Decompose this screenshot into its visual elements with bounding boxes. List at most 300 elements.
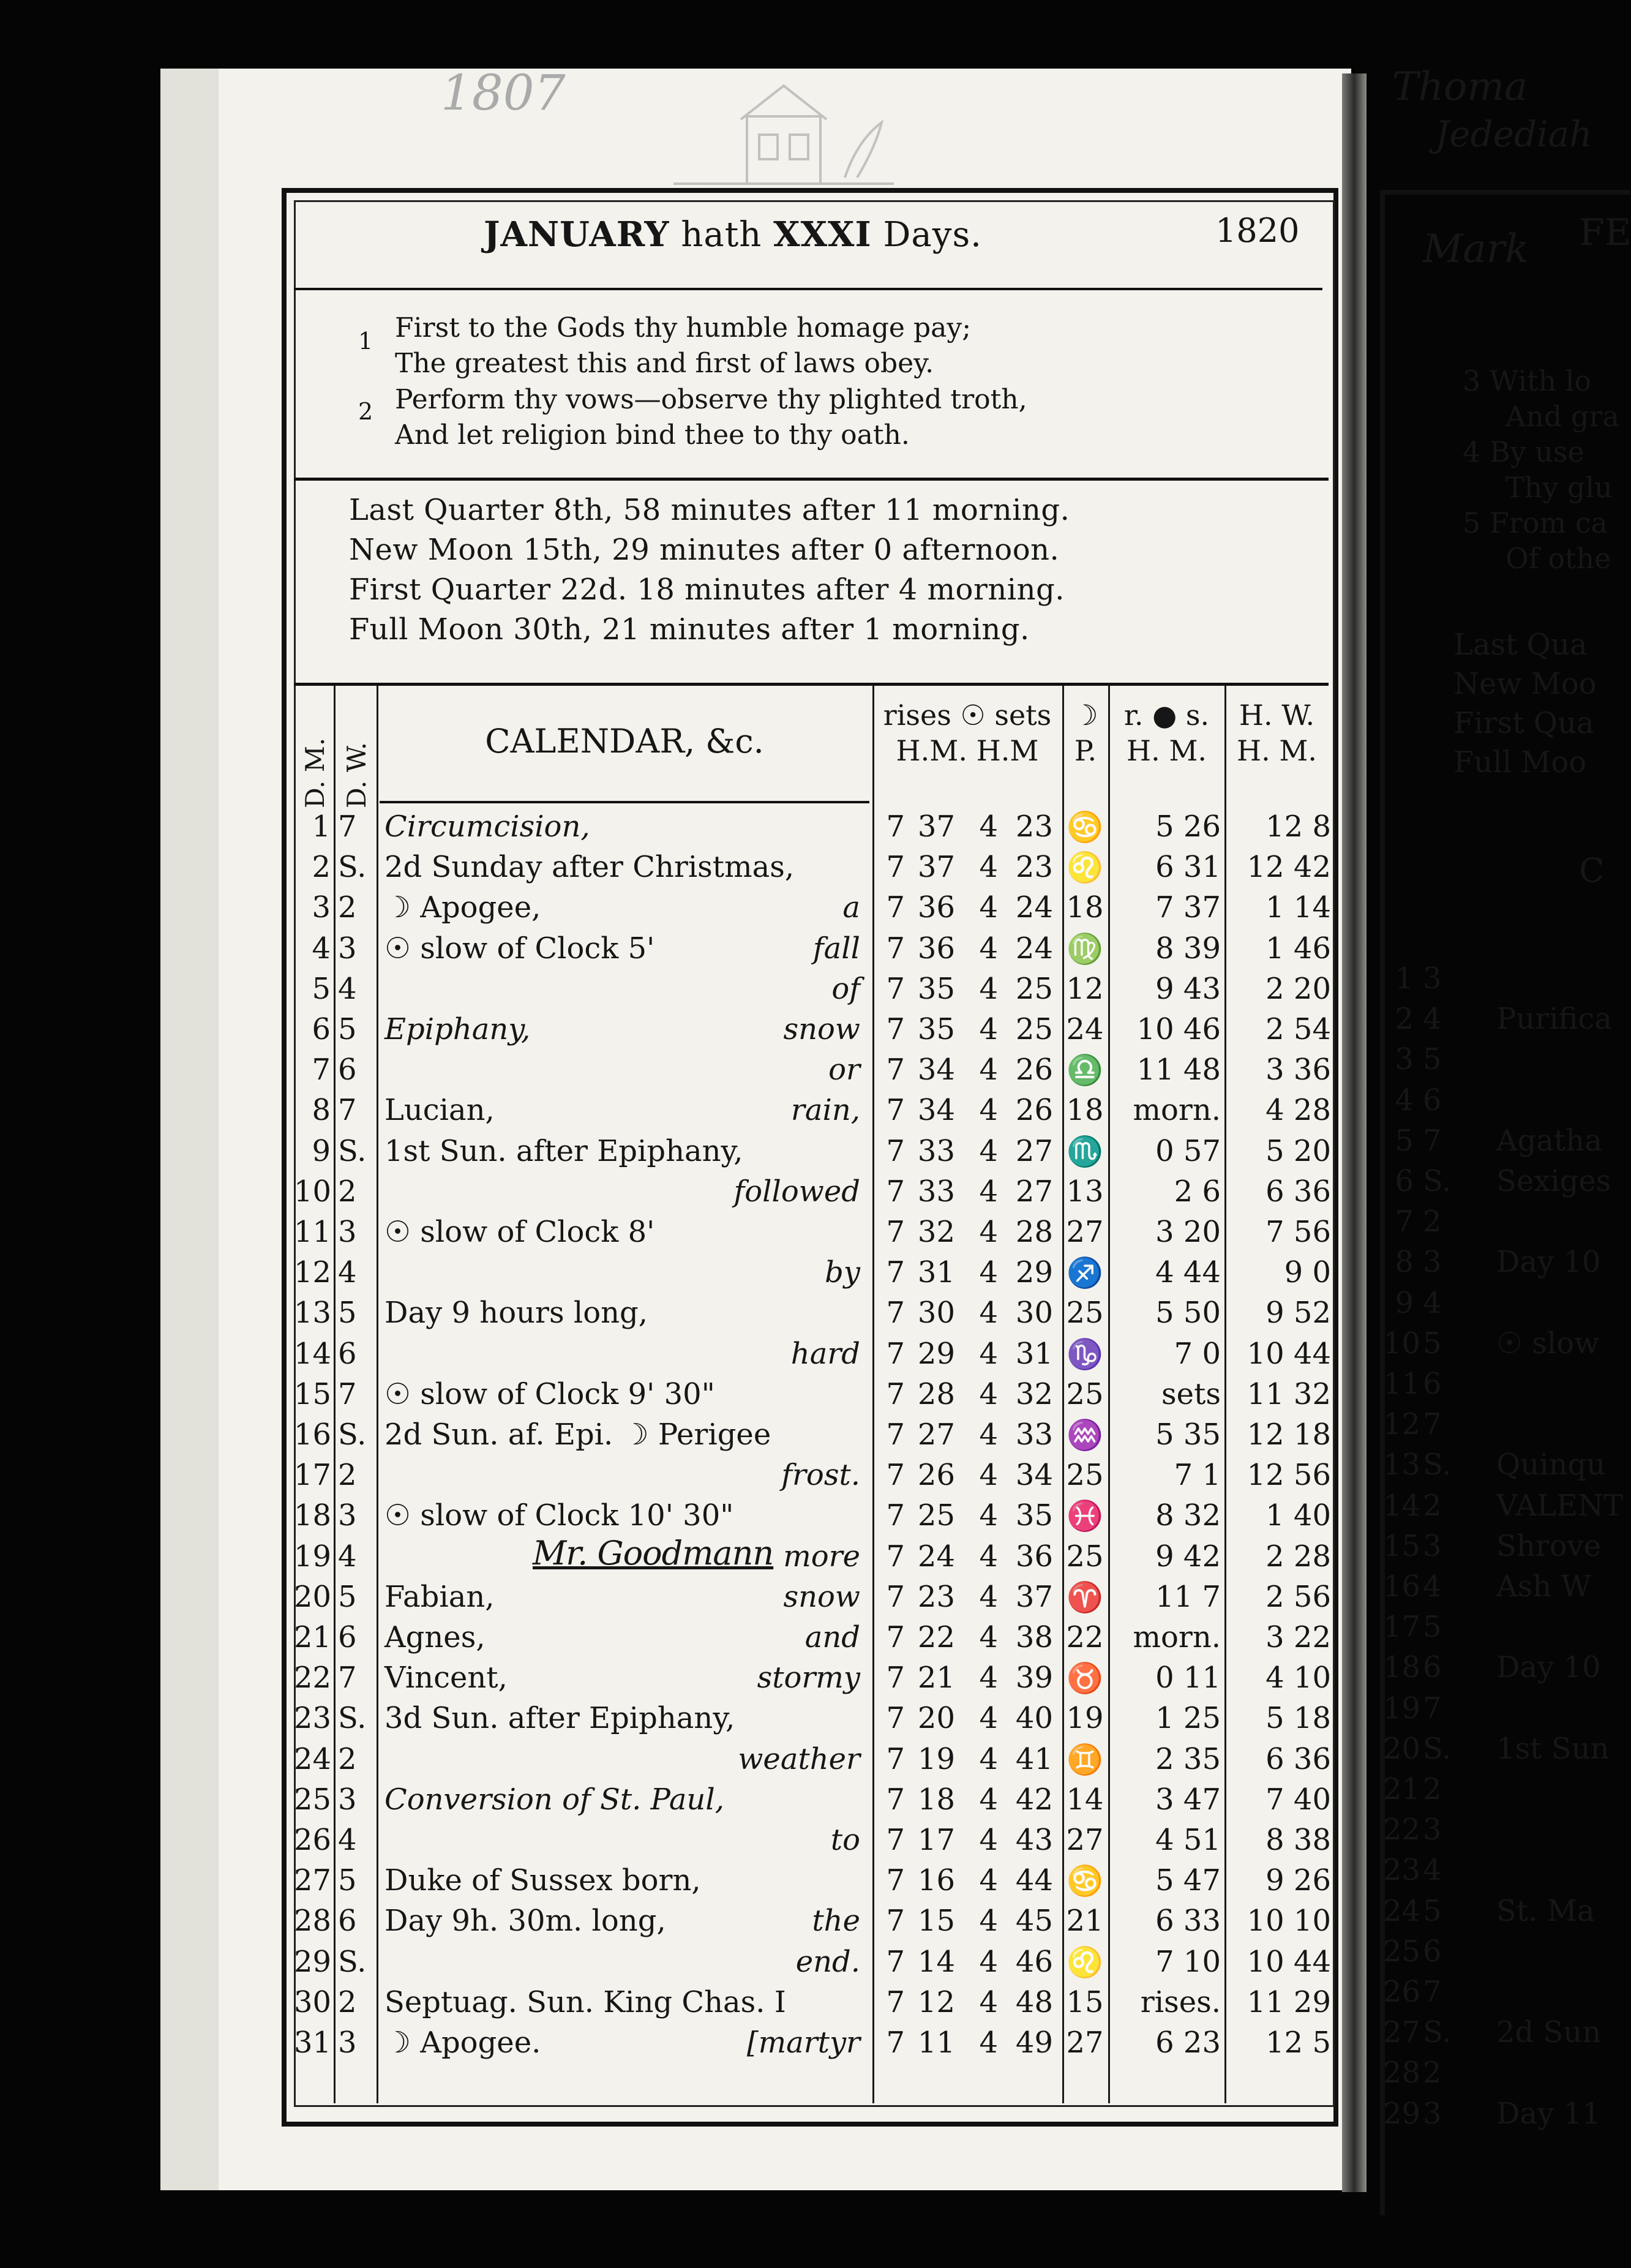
right-moon-line: Last Qua	[1453, 628, 1588, 662]
sunrise-minute: 20	[917, 1701, 955, 1736]
event: Epiphany,	[384, 1012, 531, 1046]
dm: 2	[312, 850, 331, 885]
moon-place: 22	[1066, 1620, 1104, 1654]
table-row	[294, 809, 1329, 850]
sunset-hour: 4	[979, 1053, 998, 1087]
right-row-dm: 10	[1383, 1326, 1421, 1361]
moon-phase-line: New Moon 15th, 29 minutes after 0 afternoon.	[349, 533, 1060, 567]
sunset-minute: 48	[1015, 1984, 1053, 2019]
moon-place: ♋	[1067, 810, 1103, 844]
sunset-hour: 4	[979, 809, 998, 844]
right-row-dm: 9	[1395, 1285, 1414, 1320]
sunset-hour: 4	[979, 1133, 998, 1168]
moon-rise-set: sets	[1161, 1376, 1221, 1411]
sunset-minute: 39	[1015, 1661, 1053, 1695]
right-row-dm: 6	[1395, 1164, 1414, 1198]
dm: 3	[312, 890, 331, 925]
sunset-minute: 31	[1015, 1336, 1053, 1371]
high-water: 5 20	[1265, 1133, 1331, 1168]
dm: 19	[294, 1539, 332, 1574]
dw: 3	[338, 1215, 357, 1249]
sunrise-hour: 7	[886, 931, 905, 966]
sunrise-minute: 35	[917, 971, 955, 1006]
moon-place: ♊	[1067, 1742, 1103, 1777]
table-row	[294, 1458, 1329, 1498]
event: Circumcision,	[384, 809, 590, 844]
event: Vincent,	[384, 1661, 508, 1695]
high-water: 1 46	[1265, 931, 1331, 966]
sunset-hour: 4	[979, 1984, 998, 2019]
right-moon-line: First Qua	[1453, 706, 1594, 740]
table-row	[294, 850, 1329, 890]
table-row	[294, 1661, 1329, 1701]
moon-rise-set: 7 37	[1155, 890, 1221, 925]
high-water: 1 14	[1265, 890, 1331, 925]
sunset-minute: 24	[1015, 890, 1053, 925]
verse-line: And let religion bind thee to thy oath.	[395, 419, 910, 451]
weather: snow	[783, 1579, 860, 1614]
moon-place: ♌	[1067, 1945, 1103, 1980]
sunset-hour: 4	[979, 1093, 998, 1128]
right-row-text: Day 11	[1496, 2096, 1601, 2131]
dw: 5	[338, 1863, 357, 1898]
sunrise-hour: 7	[886, 1376, 905, 1411]
moon-rise-set: morn.	[1133, 1620, 1221, 1654]
high-water: 7 40	[1265, 1782, 1331, 1817]
dw: 4	[338, 971, 357, 1006]
event: Day 9 hours long,	[384, 1296, 648, 1331]
sunset-minute: 41	[1015, 1741, 1053, 1776]
sunset-minute: 25	[1015, 1012, 1053, 1046]
high-water: 9 52	[1265, 1296, 1331, 1331]
weather: frost.	[781, 1458, 860, 1493]
weather: [martyr	[746, 2026, 860, 2060]
moon-rise-set: 5 26	[1155, 809, 1221, 844]
moon-rise-set: 7 10	[1155, 1944, 1221, 1979]
sunrise-hour: 7	[886, 1133, 905, 1168]
page-edge-strip	[160, 69, 219, 2190]
sunrise-hour: 7	[886, 1093, 905, 1128]
moon-rise-set: 6 31	[1155, 850, 1221, 885]
right-row-text: Quinqu	[1496, 1448, 1606, 1482]
dw: 2	[338, 890, 357, 925]
right-row-dw: 2	[1423, 1488, 1442, 1523]
right-row-dm: 1	[1395, 961, 1414, 996]
verse-line: First to the Gods thy humble homage pay;	[395, 312, 972, 344]
header-sun-units: H.M. H.M	[896, 734, 1039, 767]
sunset-minute: 27	[1015, 1174, 1053, 1209]
weather: more	[783, 1539, 860, 1574]
moon-place: 24	[1066, 1012, 1104, 1046]
sunrise-hour: 7	[886, 1661, 905, 1695]
moon-phase-line: Last Quarter 8th, 58 minutes after 11 morning.	[349, 493, 1070, 527]
event: 3d Sun. after Epiphany,	[384, 1701, 735, 1736]
moon-rule	[294, 683, 1329, 686]
dm: 17	[294, 1458, 332, 1493]
dm: 27	[294, 1863, 332, 1898]
right-row-text: ☉ slow	[1496, 1326, 1600, 1361]
right-row-dm: 14	[1383, 1488, 1421, 1523]
right-row-dm: 7	[1395, 1204, 1414, 1239]
header-moon-place: ☽	[1073, 699, 1098, 732]
moon-place: ♋	[1067, 1864, 1103, 1899]
sunset-hour: 4	[979, 1863, 998, 1898]
sunset-hour: 4	[979, 1539, 998, 1574]
dw: 6	[338, 1904, 357, 1939]
event: Fabian,	[384, 1579, 495, 1614]
right-row-dm: 24	[1383, 1893, 1421, 1928]
dw: 6	[338, 1336, 357, 1371]
weather: rain,	[790, 1093, 860, 1128]
moon-rise-set: 5 50	[1155, 1296, 1221, 1331]
right-handwriting: Thoma	[1392, 64, 1528, 110]
weather: by	[825, 1255, 860, 1290]
right-row-dm: 20	[1383, 1731, 1421, 1766]
sunrise-minute: 29	[917, 1336, 955, 1371]
table-row	[294, 1782, 1329, 1823]
right-row-dm: 15	[1383, 1528, 1421, 1563]
table-row	[294, 1701, 1329, 1741]
high-water: 12 5	[1265, 2026, 1331, 2060]
high-water: 1 40	[1265, 1498, 1331, 1533]
moon-place: 12	[1066, 971, 1104, 1006]
sunset-minute: 30	[1015, 1296, 1053, 1331]
right-row-dm: 19	[1383, 1691, 1421, 1725]
sunrise-hour: 7	[886, 809, 905, 844]
dw: S.	[338, 1133, 367, 1168]
event: 2d Sun. af. Epi. ☽ Perigee	[384, 1418, 771, 1452]
high-water: 2 56	[1265, 1579, 1331, 1614]
moon-rise-set: 7 1	[1174, 1458, 1221, 1493]
sunrise-hour: 7	[886, 850, 905, 885]
moon-place: ♏	[1067, 1134, 1103, 1169]
right-row-dm: 28	[1383, 2056, 1421, 2090]
month-days-word: Days.	[883, 215, 982, 255]
right-verse-line: 3 With lo	[1463, 364, 1592, 397]
sunset-hour: 4	[979, 1174, 998, 1209]
sunrise-minute: 27	[917, 1418, 955, 1452]
moon-phase-line: First Quarter 22d. 18 minutes after 4 morning.	[349, 573, 1065, 607]
sunset-hour: 4	[979, 1579, 998, 1614]
dw: 7	[338, 1376, 357, 1411]
right-row-dw: 4	[1423, 1569, 1442, 1604]
right-row-dw: 7	[1423, 1691, 1442, 1725]
right-row-dw: 7	[1423, 1123, 1442, 1158]
dm: 26	[294, 1823, 332, 1857]
moon-rise-set: 5 35	[1155, 1418, 1221, 1452]
title-rule	[294, 288, 1322, 290]
dw: 5	[338, 1296, 357, 1331]
high-water: 8 38	[1265, 1823, 1331, 1857]
event: Day 9h. 30m. long,	[384, 1904, 666, 1939]
sunrise-hour: 7	[886, 1174, 905, 1209]
dm: 9	[312, 1133, 331, 1168]
sunset-minute: 49	[1015, 2026, 1053, 2060]
moon-rise-set: 6 23	[1155, 2026, 1221, 2060]
moon-place: ♉	[1067, 1661, 1103, 1696]
moon-place: ♍	[1067, 931, 1103, 966]
month-name: JANUARY	[484, 214, 670, 255]
moon-place: ♒	[1067, 1418, 1103, 1452]
right-row-dw: 7	[1423, 1975, 1442, 2009]
dw: 4	[338, 1823, 357, 1857]
high-water: 12 8	[1265, 809, 1331, 844]
weather: weather	[738, 1741, 860, 1776]
dw: 2	[338, 1741, 357, 1776]
moon-place: 27	[1066, 1215, 1104, 1249]
header-rule	[380, 801, 869, 803]
sunrise-minute: 36	[917, 890, 955, 925]
high-water: 7 56	[1265, 1215, 1331, 1249]
sunrise-minute: 17	[917, 1823, 955, 1857]
table-row	[294, 1134, 1329, 1174]
high-water: 11 32	[1247, 1376, 1331, 1411]
right-moon-line: New Moo	[1453, 667, 1597, 701]
high-water: 3 36	[1265, 1053, 1331, 1087]
header-high-water-units: H. M.	[1236, 734, 1318, 767]
right-row-dw: 5	[1423, 1893, 1442, 1928]
sunset-minute: 45	[1015, 1904, 1053, 1939]
moon-rise-set: rises.	[1140, 1984, 1221, 2019]
high-water: 12 56	[1247, 1458, 1331, 1493]
sunset-hour: 4	[979, 1458, 998, 1493]
sunset-hour: 4	[979, 1296, 998, 1331]
weather: snow	[783, 1012, 860, 1046]
right-row-dm: 22	[1383, 1812, 1421, 1847]
dm: 20	[294, 1579, 332, 1614]
moon-place: ♎	[1067, 1053, 1103, 1088]
high-water: 4 10	[1265, 1661, 1331, 1695]
sunrise-minute: 12	[917, 1984, 955, 2019]
weather: of	[831, 971, 860, 1006]
header-moon-rise-set-units: H. M.	[1126, 734, 1207, 767]
moon-rise-set: 0 11	[1155, 1661, 1221, 1695]
table-row	[294, 2026, 1329, 2066]
sunrise-hour: 7	[886, 1782, 905, 1817]
sunrise-minute: 14	[917, 1944, 955, 1979]
sunset-minute: 35	[1015, 1498, 1053, 1533]
dm: 14	[294, 1336, 332, 1371]
right-row-dm: 18	[1383, 1650, 1421, 1685]
moon-place: 25	[1066, 1458, 1104, 1493]
sunset-minute: 33	[1015, 1418, 1053, 1452]
dw: 2	[338, 1458, 357, 1493]
sunrise-minute: 16	[917, 1863, 955, 1898]
header-sun-times: rises ☉ sets	[883, 699, 1052, 732]
moon-place: 27	[1066, 2026, 1104, 2060]
sunrise-hour: 7	[886, 1984, 905, 2019]
right-row-text: 2d Sun	[1496, 2015, 1602, 2050]
sunset-hour: 4	[979, 1823, 998, 1857]
right-row-dw: 4	[1423, 1285, 1442, 1320]
right-row-dw: 2	[1423, 1772, 1442, 1806]
house-sketch-icon	[661, 73, 906, 190]
right-row-dm: 17	[1383, 1610, 1421, 1645]
right-row-dw: S.	[1423, 1448, 1452, 1482]
high-water: 2 54	[1265, 1012, 1331, 1046]
month-hath: hath	[681, 215, 762, 255]
moon-rise-set: 9 43	[1155, 971, 1221, 1006]
sunrise-hour: 7	[886, 1053, 905, 1087]
moon-place: 15	[1066, 1984, 1104, 2019]
right-row-text: Agatha	[1496, 1123, 1602, 1158]
dw: 7	[338, 1093, 357, 1128]
moon-place: 25	[1066, 1296, 1104, 1331]
right-row-dw: 5	[1423, 1610, 1442, 1645]
sunset-minute: 34	[1015, 1458, 1053, 1493]
sunrise-hour: 7	[886, 1255, 905, 1290]
event: Lucian,	[384, 1093, 495, 1128]
right-row-dw: S.	[1423, 1731, 1452, 1766]
moon-rise-set: 1 25	[1155, 1701, 1221, 1736]
sunrise-hour: 7	[886, 1944, 905, 1979]
sunrise-minute: 34	[917, 1053, 955, 1087]
right-row-dw: 4	[1423, 1853, 1442, 1888]
table-row	[294, 1580, 1329, 1620]
moon-place: ♌	[1067, 850, 1103, 885]
high-water: 4 28	[1265, 1093, 1331, 1128]
event: ☉ slow of Clock 9' 30"	[384, 1376, 715, 1411]
event: Conversion of St. Paul,	[384, 1782, 724, 1817]
sunrise-minute: 21	[917, 1661, 955, 1695]
sunset-hour: 4	[979, 1215, 998, 1249]
sunrise-hour: 7	[886, 1539, 905, 1574]
high-water: 2 20	[1265, 971, 1331, 1006]
table-row	[294, 1377, 1329, 1418]
table-row	[294, 1742, 1329, 1782]
weather: hard	[790, 1336, 860, 1371]
event: ☉ slow of Clock 10' 30"	[384, 1498, 734, 1533]
right-row-dm: 29	[1383, 2096, 1421, 2131]
right-row-text: Sexiges	[1496, 1164, 1611, 1198]
table-row	[294, 1904, 1329, 1944]
weather: followed	[733, 1174, 860, 1209]
sunset-hour: 4	[979, 931, 998, 966]
dm: 8	[312, 1093, 331, 1128]
sunrise-minute: 35	[917, 1012, 955, 1046]
high-water: 3 22	[1265, 1620, 1331, 1654]
sunset-minute: 44	[1015, 1863, 1053, 1898]
right-row-dw: S.	[1423, 1164, 1452, 1198]
sunset-hour: 4	[979, 971, 998, 1006]
sunrise-hour: 7	[886, 1498, 905, 1533]
sunrise-minute: 34	[917, 1093, 955, 1128]
event: ☉ slow of Clock 8'	[384, 1215, 655, 1249]
sunrise-minute: 28	[917, 1376, 955, 1411]
table-row	[294, 1863, 1329, 1904]
sunset-minute: 26	[1015, 1093, 1053, 1128]
month-days-numeral: XXXI	[773, 214, 872, 255]
dw: S.	[338, 850, 367, 885]
right-calendar-header: C	[1579, 851, 1605, 890]
sunset-hour: 4	[979, 1741, 998, 1776]
sunrise-minute: 11	[917, 2026, 955, 2060]
sunset-hour: 4	[979, 1418, 998, 1452]
event: Agnes,	[384, 1620, 486, 1654]
dm: 16	[294, 1418, 332, 1452]
moon-rise-set: 2 35	[1155, 1741, 1221, 1776]
event: Duke of Sussex born,	[384, 1863, 701, 1898]
weather: a	[842, 890, 860, 925]
header-calendar: CALENDAR, &c.	[485, 722, 764, 760]
high-water: 10 44	[1247, 1944, 1331, 1979]
dm: 31	[294, 2026, 332, 2060]
weather: the	[812, 1904, 860, 1939]
dm: 4	[312, 931, 331, 966]
right-row-text: Shrove	[1496, 1528, 1602, 1563]
table-row	[294, 1539, 1329, 1580]
moon-place: ♐	[1067, 1256, 1103, 1291]
sunset-hour: 4	[979, 850, 998, 885]
header-moon-rise-set: r. ● s.	[1123, 699, 1210, 732]
right-row-dm: 27	[1383, 2015, 1421, 2050]
right-row-dw: 6	[1423, 1934, 1442, 1969]
header-day-of-month: D. M.	[300, 737, 330, 808]
dm: 5	[312, 971, 331, 1006]
verse-line: Perform thy vows—observe thy plighted troth,	[395, 384, 1027, 415]
header-moon-place-unit: P.	[1074, 734, 1097, 767]
sunset-minute: 38	[1015, 1620, 1053, 1654]
dw: 3	[338, 2026, 357, 2060]
dm: 11	[294, 1215, 332, 1249]
event: Septuag. Sun. King Chas. I	[384, 1984, 786, 2019]
table-row	[294, 1823, 1329, 1863]
sunrise-hour: 7	[886, 1458, 905, 1493]
right-row-dm: 26	[1383, 1975, 1421, 2009]
table-row	[294, 890, 1329, 931]
sunrise-minute: 33	[917, 1133, 955, 1168]
right-row-dm: 12	[1383, 1407, 1421, 1442]
sunrise-hour: 7	[886, 1741, 905, 1776]
sunrise-minute: 31	[917, 1255, 955, 1290]
dm: 25	[294, 1782, 332, 1817]
moon-rise-set: 4 44	[1155, 1255, 1221, 1290]
sunrise-minute: 18	[917, 1782, 955, 1817]
moon-rise-set: 7 0	[1174, 1336, 1221, 1371]
moon-rise-set: 11 48	[1136, 1053, 1221, 1087]
sunrise-minute: 25	[917, 1498, 955, 1533]
right-row-dm: 2	[1395, 1002, 1414, 1037]
sunset-minute: 26	[1015, 1053, 1053, 1087]
right-row-text: St. Ma	[1496, 1893, 1595, 1928]
moon-rise-set: 3 47	[1155, 1782, 1221, 1817]
sunrise-hour: 7	[886, 1701, 905, 1736]
dw: 2	[338, 1984, 357, 2019]
sunrise-minute: 37	[917, 850, 955, 885]
sunrise-hour: 7	[886, 1863, 905, 1898]
dw: 3	[338, 1782, 357, 1817]
table-row	[294, 1337, 1329, 1377]
right-row-text: Purifica	[1496, 1002, 1613, 1037]
table-row	[294, 1498, 1329, 1539]
moon-rise-set: morn.	[1133, 1093, 1221, 1128]
right-row-dm: 8	[1395, 1245, 1414, 1280]
right-row-dm: 25	[1383, 1934, 1421, 1969]
sunset-hour: 4	[979, 1336, 998, 1371]
right-row-dw: 3	[1423, 961, 1442, 996]
right-verse-line: 4 By use	[1463, 435, 1584, 468]
dw: 6	[338, 1053, 357, 1087]
moon-rise-set: 9 42	[1155, 1539, 1221, 1574]
high-water: 5 18	[1265, 1701, 1331, 1736]
table-row	[294, 1945, 1329, 1985]
moon-place: 19	[1066, 1701, 1104, 1736]
dw: 3	[338, 931, 357, 966]
right-verse-line: Of othe	[1505, 542, 1611, 575]
sunrise-minute: 33	[917, 1174, 955, 1209]
moon-place: ♈	[1067, 1580, 1103, 1615]
dw: S.	[338, 1944, 367, 1979]
